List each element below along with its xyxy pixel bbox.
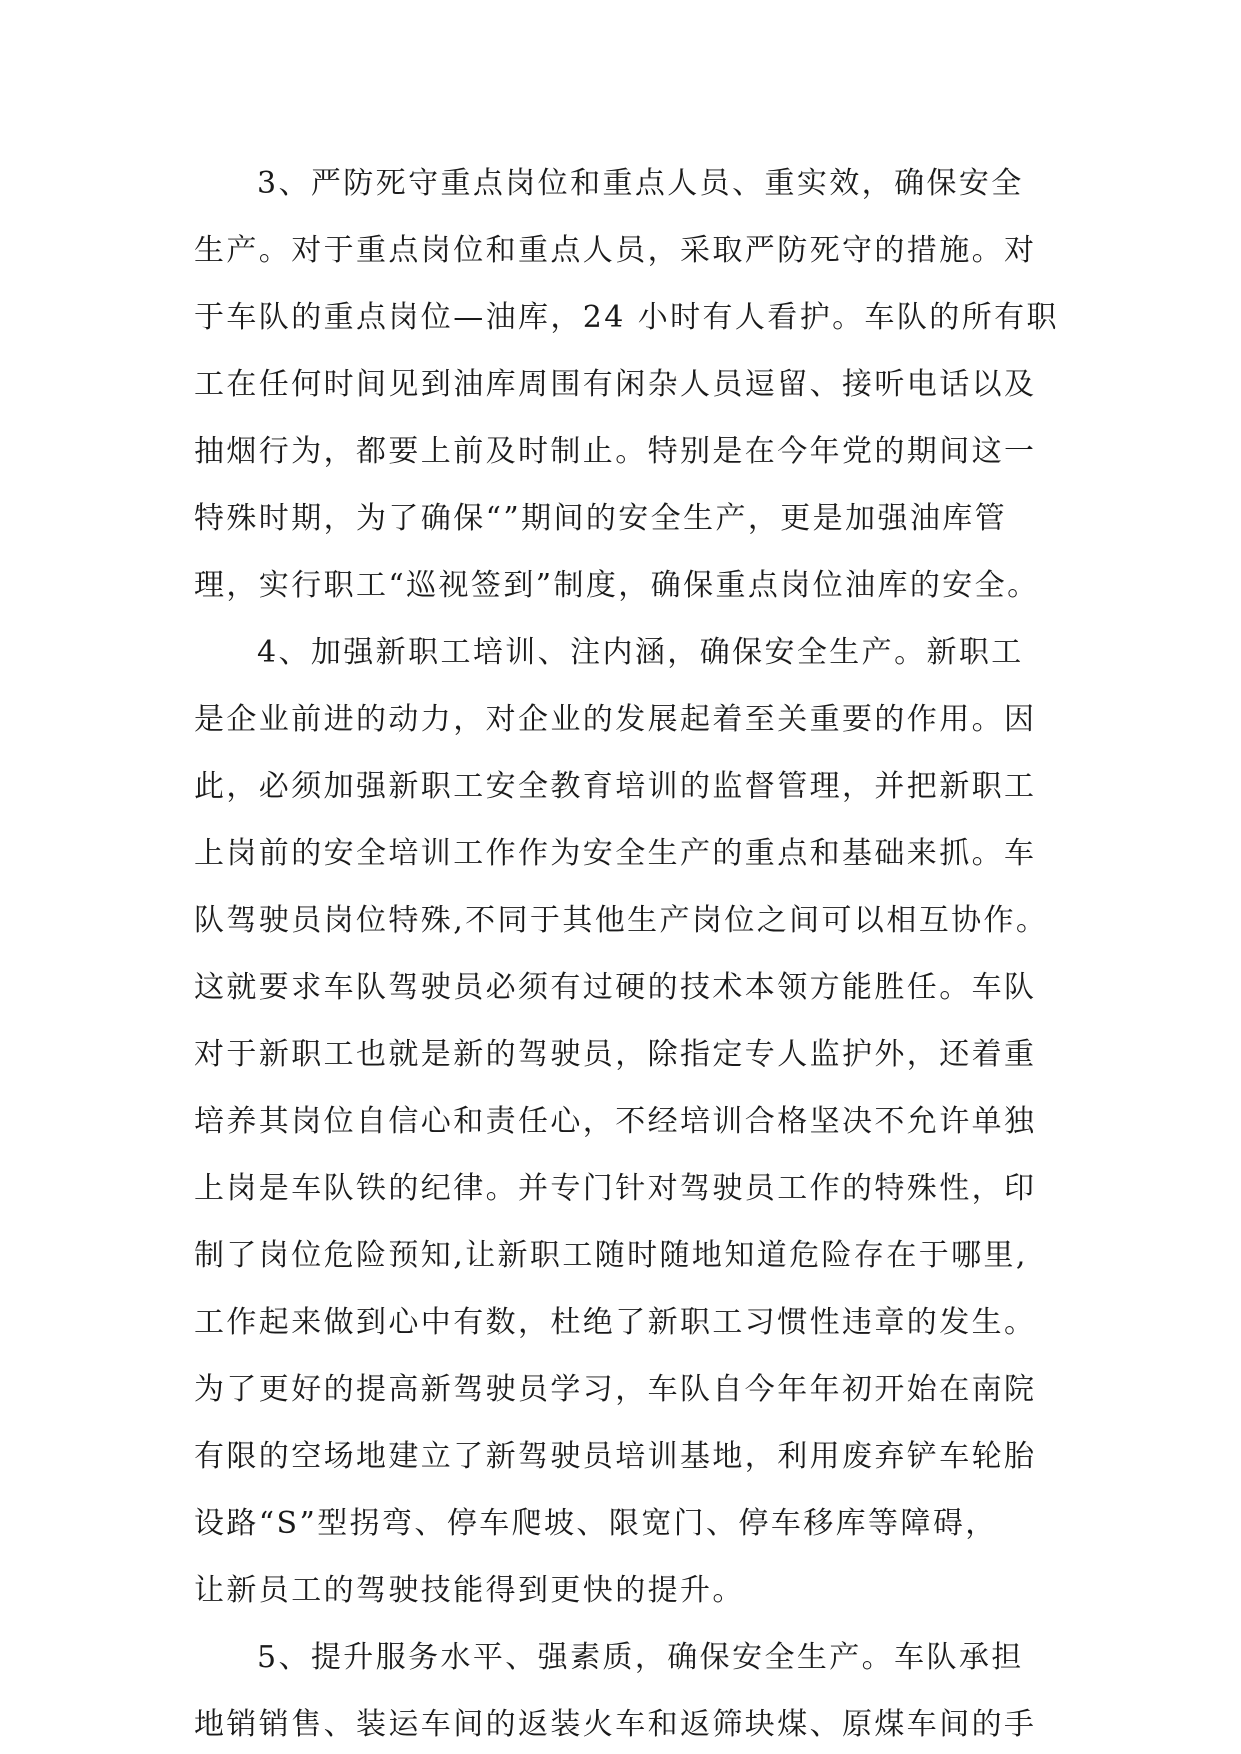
paragraph-4-line-14: 设路“S”型拐弯、停车爬坡、限宽门、停车移库等障碍， (194, 1506, 998, 1541)
paragraph-3-line-5: 抽烟行为，都要上前及时制止。特别是在今年党的期间这一 (194, 434, 1037, 469)
paragraph-3-line-3: 于车队的重点岗位—油库，24 小时有人看护。车队的所有职 (194, 300, 1059, 335)
paragraph-3-line-7: 理，实行职工“巡视签到”制度，确保重点岗位油库的安全。 (194, 568, 1040, 603)
paragraph-3-line-4: 工在任何时间见到油库周围有闲杂人员逗留、接听电话以及 (194, 367, 1037, 402)
paragraph-5-line-2: 地销销售、装运车间的返装火车和返筛块煤、原煤车间的手 (194, 1707, 1037, 1742)
paragraph-5-line-1: 5、提升服务水平、强素质，确保安全生产。车队承担 (257, 1640, 1024, 1675)
paragraph-4-line-8: 培养其岗位自信心和责任心，不经培训合格坚决不允许单独 (194, 1104, 1037, 1139)
paragraph-4-line-13: 有限的空场地建立了新驾驶员培训基地，利用废弃铲车轮胎 (194, 1439, 1037, 1474)
paragraph-3-line-6: 特殊时期，为了确保“”期间的安全生产，更是加强油库管 (194, 501, 1008, 536)
paragraph-3-line-1: 3、严防死守重点岗位和重点人员、重实效，确保安全 (257, 166, 1024, 201)
paragraph-4-line-5: 队驾驶员岗位特殊,不同于其他生产岗位之间可以相互协作。 (194, 903, 1049, 938)
paragraph-4-line-9: 上岗是车队铁的纪律。并专门针对驾驶员工作的特殊性，印 (194, 1171, 1037, 1206)
paragraph-4-line-12: 为了更好的提高新驾驶员学习，车队自今年年初开始在南院 (194, 1372, 1037, 1407)
paragraph-4-line-11: 工作起来做到心中有数，杜绝了新职工习惯性违章的发生。 (194, 1305, 1037, 1340)
paragraph-4-line-7: 对于新职工也就是新的驾驶员，除指定专人监护外，还着重 (194, 1037, 1037, 1072)
paragraph-3-line-2: 生产。对于重点岗位和重点人员，采取严防死守的措施。对 (194, 233, 1037, 268)
paragraph-4-line-3: 此，必须加强新职工安全教育培训的监督管理，并把新职工 (194, 769, 1037, 804)
paragraph-4-line-4: 上岗前的安全培训工作作为安全生产的重点和基础来抓。车 (194, 836, 1037, 871)
paragraph-4-line-10: 制了岗位危险预知,让新职工随时随地知道危险存在于哪里, (194, 1238, 1028, 1273)
paragraph-4-line-2: 是企业前进的动力，对企业的发展起着至关重要的作用。因 (194, 702, 1037, 737)
paragraph-4-line-15: 让新员工的驾驶技能得到更快的提升。 (194, 1573, 745, 1608)
paragraph-4-line-6: 这就要求车队驾驶员必须有过硬的技术本领方能胜任。车队 (194, 970, 1037, 1005)
paragraph-4-line-1: 4、加强新职工培训、注内涵，确保安全生产。新职工 (257, 635, 1024, 670)
